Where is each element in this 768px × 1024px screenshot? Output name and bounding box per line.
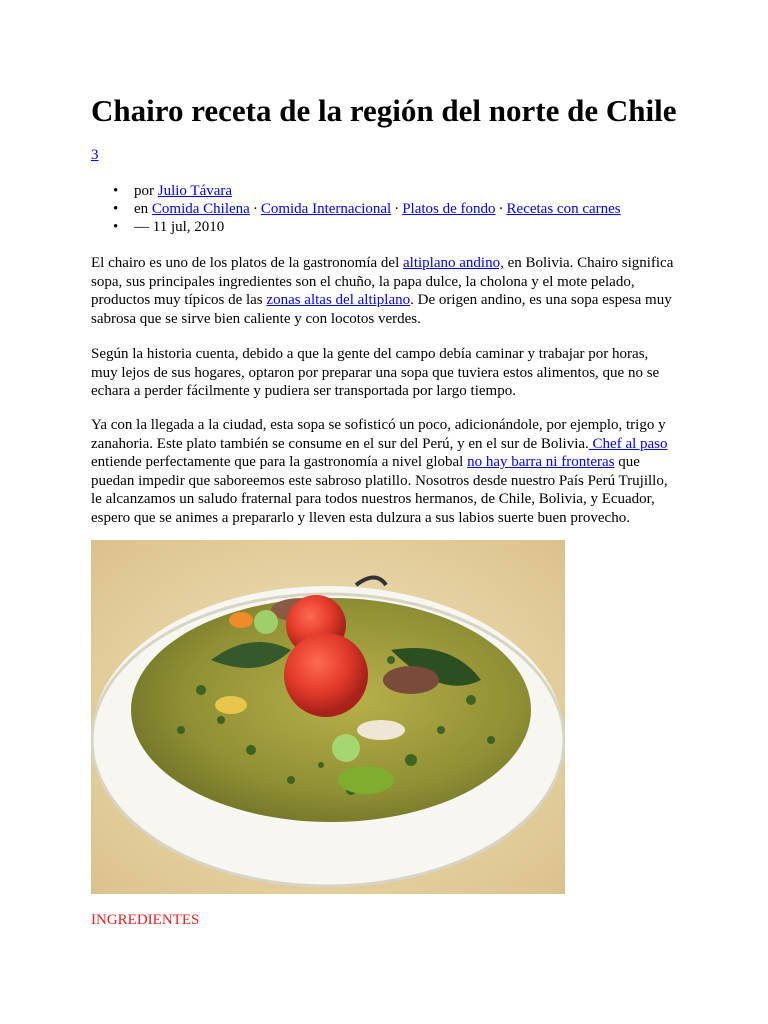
text-line: . De origen andino, es una sopa espesa muy	[410, 292, 672, 308]
comment-count-link[interactable]: 3	[91, 147, 99, 163]
paragraph-intro	[91, 254, 691, 328]
ingredients-heading: INGREDIENTES	[91, 912, 200, 928]
text-line: echara a perder fácilmente y pudiera ser transportada por largo tiempo.	[91, 383, 516, 399]
text-line: puedan impedir que saboreemos este sabroso platillo. Nosotros desde nuestro País Perú Trujillo,	[91, 472, 668, 489]
category-link-comida-internacional[interactable]: Comida Internacional	[260, 201, 392, 217]
page-title: Chairo receta de la región del norte de Chile	[91, 93, 677, 128]
meta-categories	[91, 200, 621, 218]
text-line: El chairo es uno de los platos de la gastronomía del	[91, 255, 404, 271]
link-altiplano-andino[interactable]: altiplano andino,	[403, 255, 504, 271]
meta-date	[91, 218, 621, 236]
text-line: Según la historia cuenta, debido a que la gente del campo debía caminar y trabajar por horas,	[91, 346, 649, 362]
paragraph-history	[91, 345, 691, 401]
category-separator: ·	[498, 201, 504, 217]
text-line: muy lejos de sus hogares, optaron por preparar una sopa que tuviera estos alimentos, que no se	[91, 364, 660, 381]
text-line: zanahoria. Este plato también se consume en el sur del Perú, y en el sur de Bolivia.	[91, 435, 589, 452]
text-line: en Bolivia. Chairo significa	[503, 255, 674, 271]
text-line: entiende perfectamente que para la gastronomía a nivel global	[91, 454, 468, 470]
category-link-recetas-con-carnes[interactable]: Recetas con carnes	[506, 201, 621, 217]
author-link[interactable]: Julio Távara	[157, 183, 233, 199]
link-zonas-altas[interactable]: zonas altas del altiplano	[266, 292, 411, 308]
text-line: espero que se animes a prepararlo y lleven esta dulzura a sus labios suerte buen provecho.	[91, 509, 630, 526]
category-link-comida-chilena[interactable]: Comida Chilena	[151, 201, 250, 217]
text-line: que	[614, 454, 640, 470]
category-separator: ·	[252, 201, 258, 217]
category-link-platos-de-fondo[interactable]: Platos de fondo	[402, 201, 496, 217]
author-prefix: por	[134, 183, 154, 199]
text-line: sabrosa que se sirve bien caliente y con locotos verdes.	[91, 310, 421, 327]
post-meta-list	[91, 182, 621, 236]
text-line: Ya con la llegada a la ciudad, esta sopa se sofisticó un poco, adicionándole, por ejemplo, trigo y	[91, 417, 666, 433]
paragraph-city	[91, 416, 691, 527]
post-date: — 11 jul, 2010	[134, 219, 225, 235]
category-separator: ·	[394, 201, 400, 217]
category-prefix: en	[134, 201, 149, 217]
link-chef-al-paso[interactable]: Chef al paso	[588, 435, 668, 452]
soup-bowl-icon	[91, 540, 565, 894]
text-line: sopa, sus principales ingredientes son el chuño, la papa dulce, la cholona y el mote pelado,	[91, 273, 635, 290]
text-line: le alcanzamos un saludo fraternal para todos nuestros hermanos, de Chile, Bolivia, y Ecuador,	[91, 491, 655, 507]
meta-author	[91, 182, 621, 200]
text-line: productos muy típicos de las	[91, 292, 267, 308]
link-no-hay-barra[interactable]: no hay barra ni fronteras	[467, 454, 615, 470]
